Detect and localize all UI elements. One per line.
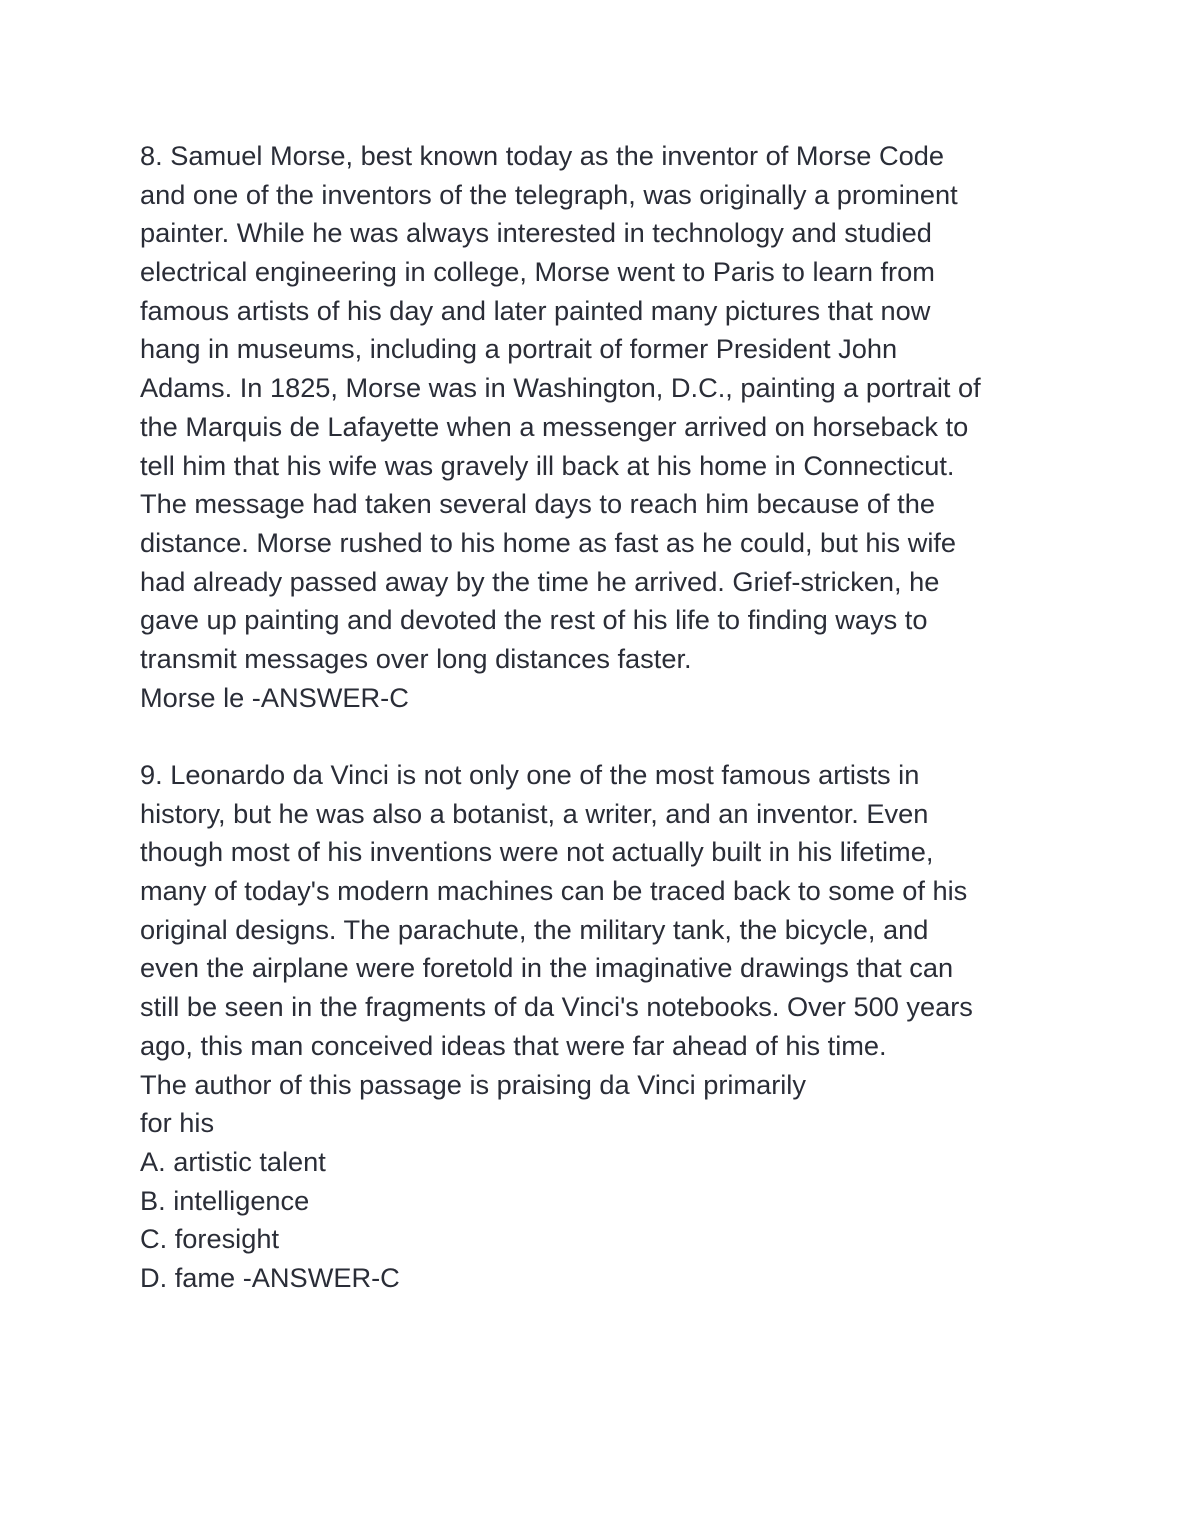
passage-line: famous artists of his day and later painted many pictures that now (140, 294, 931, 326)
passage-line: 9. Leonardo da Vinci is not only one of the most famous artists in (140, 759, 920, 790)
passage-line: Adams. In 1825, Morse was in Washington, D.C., painting a portrait of (140, 372, 981, 404)
passage-line: ago, this man conceived ideas that were far ahead of his time. (140, 1029, 887, 1061)
paragraph-gap (140, 717, 1080, 756)
passage-line: distance. Morse rushed to his home as fast as he could, but his wife (140, 526, 957, 558)
passage-line: and one of the inventors of the telegraph, was originally a prominent (140, 178, 958, 210)
question-prompt-line: for his (140, 1107, 215, 1139)
passage-line: The message had taken several days to reach him because of the (140, 488, 935, 520)
passage-line: still be seen in the fragments of da Vinci's notebooks. Over 500 years (140, 991, 973, 1023)
passage-line: tell him that his wife was gravely ill back at his home in Connecticut. (140, 449, 955, 481)
answer-option-d: D. fame -ANSWER-C (140, 1261, 400, 1293)
passage-line: gave up painting and devoted the rest of his life to finding ways to (140, 604, 928, 636)
answer-option-a: A. artistic talent (140, 1145, 326, 1177)
answer-option-b: B. intelligence (140, 1184, 310, 1216)
passage-line: electrical engineering in college, Morse went to Paris to learn from (140, 256, 935, 288)
answer-option-c: C. foresight (140, 1223, 280, 1255)
passage-line: painter. While he was always interested in technology and studied (140, 217, 932, 249)
passage-line: the Marquis de Lafayette when a messenger arrived on horseback to (140, 410, 969, 442)
passage-line: 8. Samuel Morse, best known today as the inventor of Morse Code (140, 140, 944, 171)
answer-line: Morse le -ANSWER-C (140, 681, 409, 713)
passage-line: even the airplane were foretold in the imaginative drawings that can (140, 952, 954, 984)
passage-line: original designs. The parachute, the military tank, the bicycle, and (140, 913, 929, 945)
passage-line: transmit messages over long distances faster. (140, 642, 692, 674)
passage-line: though most of his inventions were not actually built in his lifetime, (140, 836, 934, 868)
question-8 (140, 137, 1080, 717)
question-9 (140, 756, 1080, 1298)
passage-line: hang in museums, including a portrait of former President John (140, 333, 898, 365)
passage-line: many of today's modern machines can be traced back to some of his (140, 875, 968, 907)
passage-line: had already passed away by the time he arrived. Grief-stricken, he (140, 565, 940, 597)
question-prompt-line: The author of this passage is praising da Vinci primarily (140, 1068, 806, 1100)
document-page (140, 137, 1080, 1298)
passage-line: history, but he was also a botanist, a writer, and an inventor. Even (140, 797, 929, 829)
